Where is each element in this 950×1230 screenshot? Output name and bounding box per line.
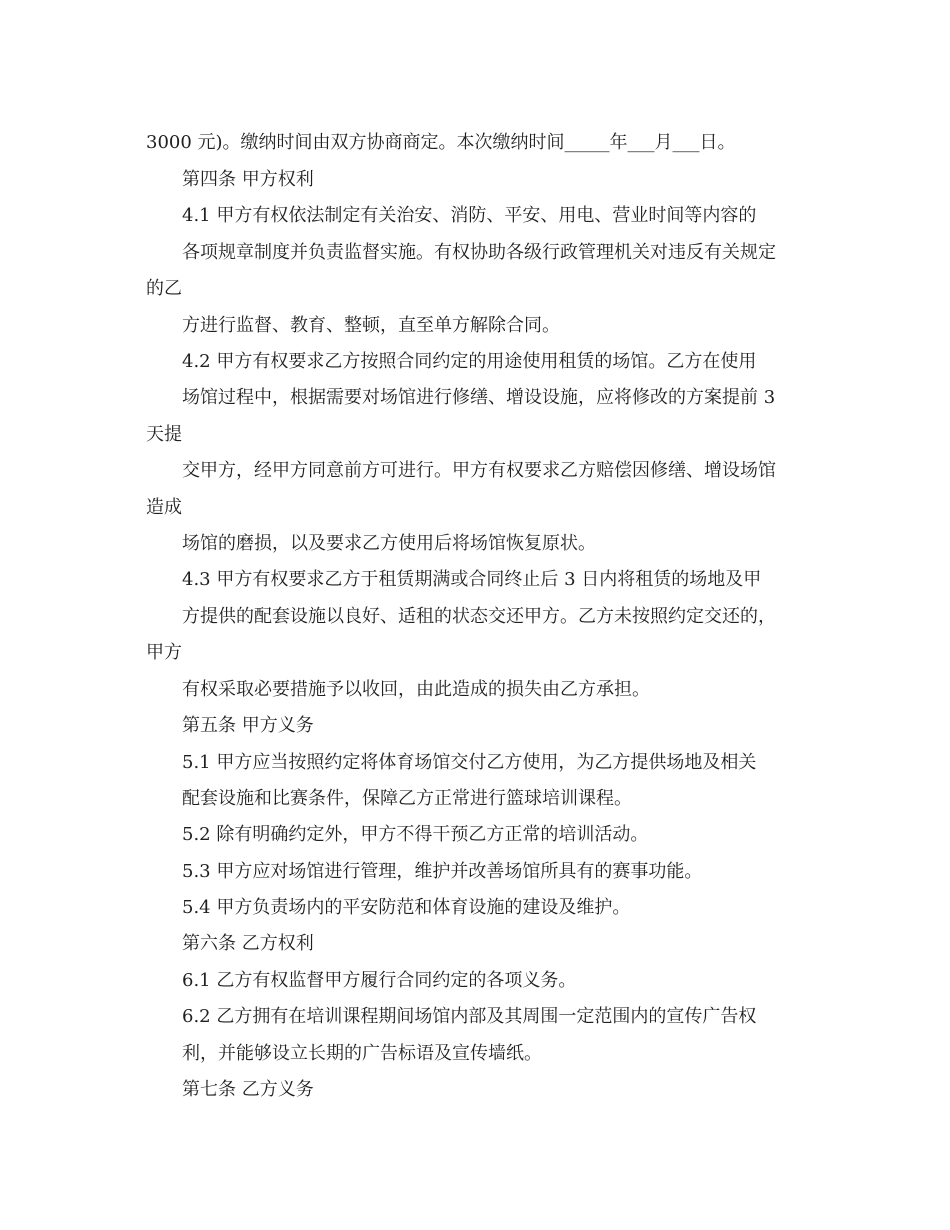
clause-6-2-line-1: 6.2 乙方拥有在培训课程期间场馆内部及其周围一定范围内的宣传广告权 xyxy=(182,1006,757,1027)
clause-4-3-line-3: 甲方 xyxy=(146,642,182,663)
clause-5-2: 5.2 除有明确约定外，甲方不得干预乙方正常的培训活动。 xyxy=(182,824,649,845)
clause-5-3: 5.3 甲方应对场馆进行管理，维护并改善场馆所具有的赛事功能。 xyxy=(182,861,703,882)
clause-4-2-line-5: 造成 xyxy=(146,497,182,518)
clause-4-2-line-2: 场馆过程中，根据需要对场馆进行修缮、增设设施，应将修改的方案提前 3 xyxy=(182,387,776,408)
clause-4-1-line-2: 各项规章制度并负责监督实施。有权协助各级行政管理机关对违反有关规定 xyxy=(182,242,776,263)
clause-4-1-line-3: 的乙 xyxy=(146,278,182,299)
clause-6-1: 6.1 乙方有权监督甲方履行合同约定的各项义务。 xyxy=(182,970,577,991)
article-7-heading: 第七条 乙方义务 xyxy=(182,1079,314,1100)
clause-5-1-line-2: 配套设施和比赛条件，保障乙方正常进行篮球培训课程。 xyxy=(182,788,632,809)
clause-4-2-line-3: 天提 xyxy=(146,424,182,445)
clause-6-2-line-2: 利，并能够设立长期的广告标语及宣传墙纸。 xyxy=(182,1043,542,1064)
clause-4-3-line-1: 4.3 甲方有权要求乙方于租赁期满或合同终止后 3 日内将租赁的场地及甲 xyxy=(182,569,762,590)
text-line-continuation: 3000 元)。缴纳时间由双方协商商定。本次缴纳时间_____年___月___日。 xyxy=(146,132,736,153)
clause-4-3-line-4: 有权采取必要措施予以收回，由此造成的损失由乙方承担。 xyxy=(182,679,650,700)
article-6-heading: 第六条 乙方权利 xyxy=(182,933,314,954)
clause-5-4: 5.4 甲方负责场内的平安防范和体育设施的建设及维护。 xyxy=(182,897,631,918)
article-5-heading: 第五条 甲方义务 xyxy=(182,715,314,736)
clause-5-1-line-1: 5.1 甲方应当按照约定将体育场馆交付乙方使用，为乙方提供场地及相关 xyxy=(182,752,757,773)
clause-4-2-line-6: 场馆的磨损，以及要求乙方使用后将场馆恢复原状。 xyxy=(182,533,596,554)
clause-4-1-line-4: 方进行监督、教育、整顿，直至单方解除合同。 xyxy=(182,315,560,336)
article-4-heading: 第四条 甲方权利 xyxy=(182,169,314,190)
clause-4-2-line-1: 4.2 甲方有权要求乙方按照合同约定的用途使用租赁的场馆。乙方在使用 xyxy=(182,351,757,372)
clause-4-1-line-1: 4.1 甲方有权依法制定有关治安、消防、平安、用电、营业时间等内容的 xyxy=(182,205,757,226)
clause-4-2-line-4: 交甲方，经甲方同意前方可进行。甲方有权要求乙方赔偿因修缮、增设场馆 xyxy=(182,460,776,481)
clause-4-3-line-2: 方提供的配套设施以良好、适租的状态交还甲方。乙方未按照约定交还的， xyxy=(182,606,776,627)
